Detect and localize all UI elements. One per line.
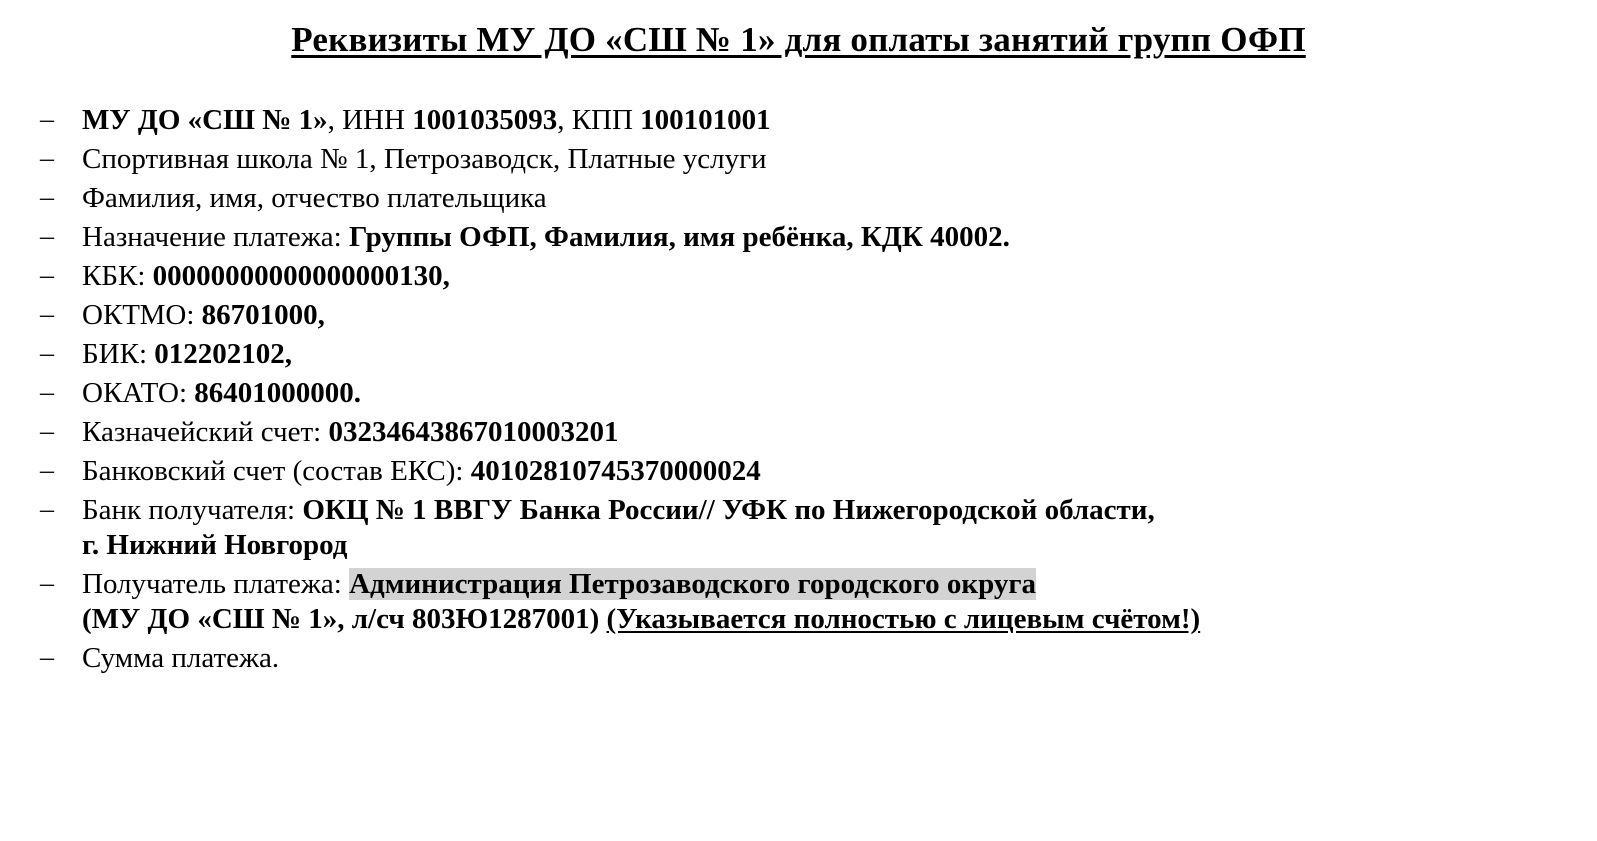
list-item [38, 262, 1557, 291]
list-item [38, 184, 1557, 213]
text-run: г. Нижний Новгород [82, 529, 348, 562]
bullet-dash-icon: – [40, 221, 54, 253]
list-item [38, 223, 1557, 252]
text-run: ОКАТО: [82, 377, 195, 410]
bullet-dash-icon: – [40, 260, 54, 292]
bullet-dash-icon: – [40, 455, 54, 487]
text-run: 1001035093 [412, 104, 558, 137]
text-run: ОКЦ № 1 ВВГУ Банка России// УФК по Нижегородской области, [302, 494, 1155, 527]
text-run: 03234643867010003201 [328, 416, 619, 449]
recipient-bank-continued [82, 531, 1557, 560]
treasury-account [82, 418, 1557, 447]
text-run [599, 603, 606, 635]
bullet-dash-icon: – [40, 104, 54, 136]
bullet-dash-icon: – [40, 338, 54, 370]
bik [82, 340, 1557, 369]
list-item [38, 570, 1557, 634]
list-item [38, 301, 1557, 330]
text-run: 00000000000000000130, [152, 260, 450, 293]
text-run: (Указывается полностью с лицевым счётом!) [606, 603, 1201, 636]
payer-fio [82, 184, 1557, 213]
page-title-text: Реквизиты МУ ДО «СШ № 1» для оплаты занятий групп ОФП [291, 20, 1306, 59]
list-item [38, 418, 1557, 447]
bullet-dash-icon: – [40, 299, 54, 331]
bullet-dash-icon: – [40, 642, 54, 674]
text-run: (МУ ДО «СШ № 1», л/сч 803Ю1287001) [82, 603, 600, 636]
school-description [82, 145, 1557, 174]
payment-recipient-continued [82, 605, 1557, 634]
text-run: 100101001 [640, 104, 771, 137]
document-page [0, 20, 1597, 841]
organization-inn-kpp [82, 106, 1557, 135]
payment-purpose [82, 223, 1557, 252]
text-run: МУ ДО «СШ № 1» [82, 104, 328, 137]
bullet-dash-icon: – [40, 416, 54, 448]
text-run: Банковский счет (состав ЕКС): [82, 455, 471, 488]
text-run: Спортивная школа № 1, Петрозаводск, Платные услуги [82, 143, 767, 176]
list-item [38, 644, 1557, 673]
bullet-dash-icon: – [40, 494, 54, 526]
bullet-dash-icon: – [40, 377, 54, 409]
text-run: 86401000000. [194, 377, 362, 410]
kbk [82, 262, 1557, 291]
payment-amount [82, 644, 1557, 673]
bullet-dash-icon: – [40, 568, 54, 600]
bullet-dash-icon: – [40, 143, 54, 175]
text-run: Группы ОФП, Фамилия, имя ребёнка, КДК 40002. [349, 221, 1010, 254]
bullet-dash-icon: – [40, 182, 54, 214]
oktmo [82, 301, 1557, 330]
recipient-bank [82, 496, 1557, 560]
text-run: 40102810745370000024 [470, 455, 761, 488]
okato [82, 379, 1557, 408]
list-item [38, 106, 1557, 135]
text-run: 86701000, [201, 299, 325, 332]
text-run: КБК: [82, 260, 153, 293]
text-run: Фамилия, имя, отчество плательщика [82, 182, 547, 215]
list-item [38, 496, 1557, 560]
text-run: Банк получателя: [82, 494, 303, 527]
payment-recipient [82, 570, 1557, 634]
list-item [38, 379, 1557, 408]
text-run: Администрация Петрозаводского городского округа [349, 568, 1036, 601]
bank-account-eks [82, 457, 1557, 486]
text-run: Сумма платежа. [82, 642, 280, 675]
text-run: Получатель платежа: [82, 568, 350, 601]
text-run: , КПП [557, 104, 641, 137]
text-run: БИК: [82, 338, 155, 371]
text-run: Казначейский счет: [82, 416, 329, 449]
text-run: 012202102, [154, 338, 292, 371]
text-run: Назначение платежа: [82, 221, 349, 254]
list-item [38, 457, 1557, 486]
text-run: , ИНН [327, 104, 413, 137]
requisites-list [0, 106, 1597, 673]
page-title [0, 20, 1597, 60]
text-run: ОКТМО: [82, 299, 202, 332]
list-item [38, 145, 1557, 174]
list-item [38, 340, 1557, 369]
